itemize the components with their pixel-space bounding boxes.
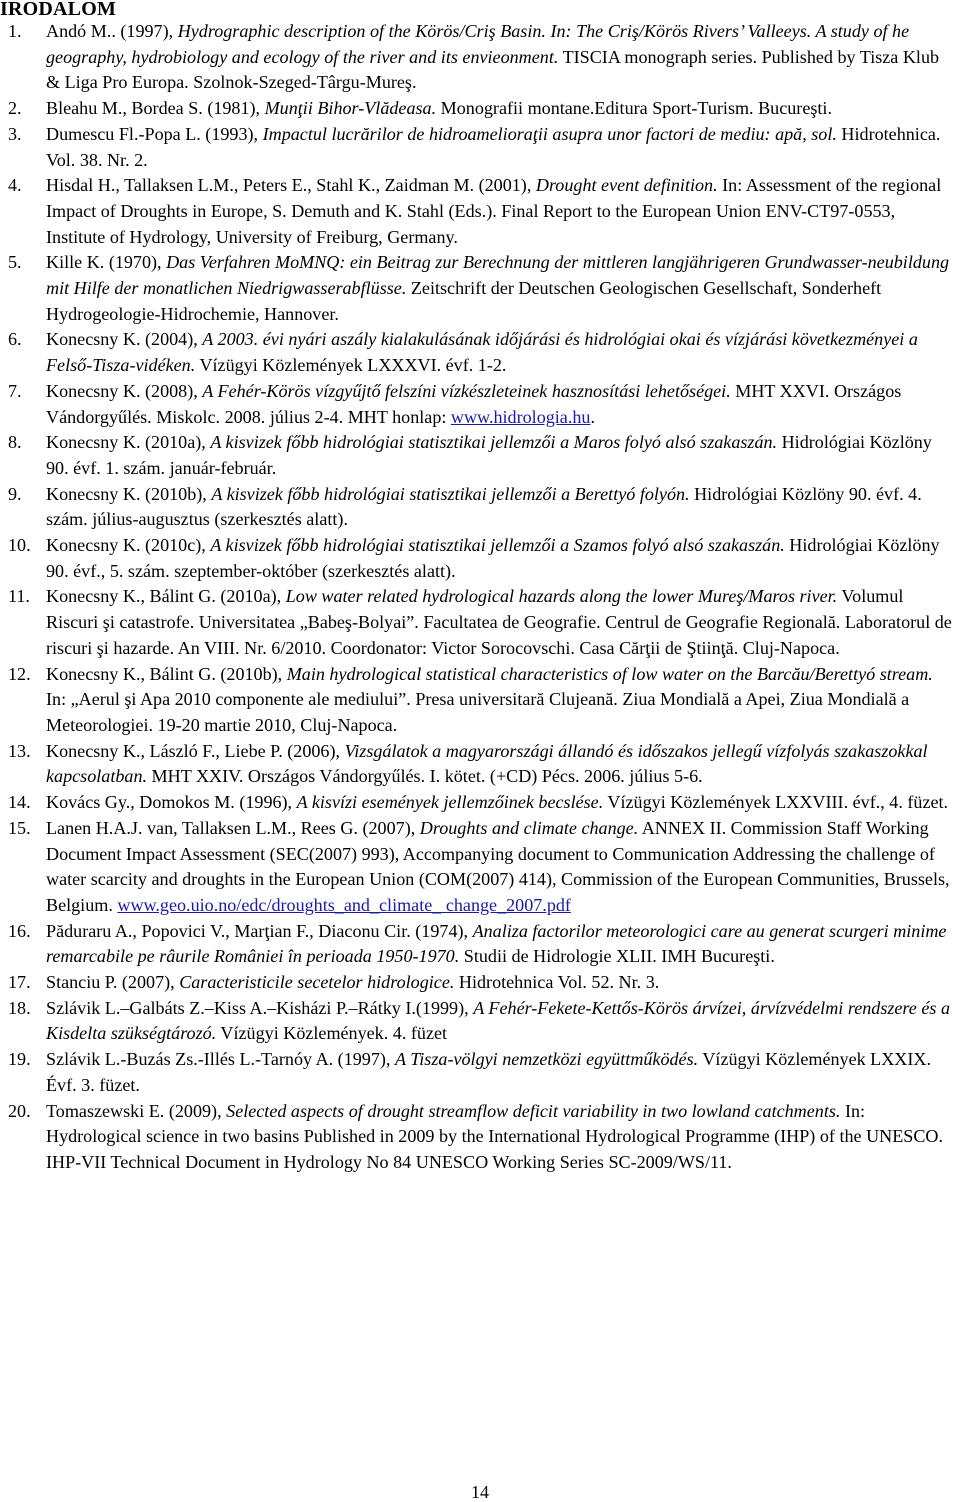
reference-number: 17. bbox=[8, 972, 31, 993]
reference-segment: Konecsny K. (2010a), bbox=[46, 432, 211, 453]
reference-title: Hydrographic description of the Körös/Criş Basin. In: The Criş/Körös Rivers’ Valleeys. A study of he geography, hydrobiology and ecology of the river and its envieonment. bbox=[46, 21, 910, 67]
reference-title: A Fehér-Fekete-Kettős-Körös árvízei, árvízvédelmi rendszere és a Kisdelta szükségtározó. bbox=[46, 997, 951, 1044]
reference-text bbox=[46, 792, 948, 812]
reference-text bbox=[46, 98, 832, 118]
reference-title: Drought event definition. bbox=[535, 175, 718, 196]
reference-segment: Dumescu Fl.-Popa L. (1993), bbox=[46, 123, 263, 144]
reference-text bbox=[46, 432, 932, 478]
reference-text bbox=[46, 484, 922, 530]
reference-title: Das Verfahren MoMNQ: ein Beitrag zur Berechnung der mittleren langjährigeren Grundwasser-neubildung mit Hilfe der monatlichen Niedrigwasserabflüsse. bbox=[46, 252, 950, 299]
reference-title: Main hydrological statistical characteristics of low water on the Barcău/Berettyó stream. bbox=[286, 663, 933, 684]
reference-segment: Stanciu P. (2007), bbox=[46, 972, 180, 993]
reference-title: Droughts and climate change. bbox=[419, 817, 639, 838]
reference-text bbox=[46, 175, 941, 246]
reference-title: A kisvizek főbb hidrológiai statisztikai jellemzői a Maros folyó alsó szakaszán. bbox=[210, 432, 778, 453]
reference-item bbox=[0, 584, 960, 661]
reference-title: A Fehér-Körös vízgyűjtő felszíni vízkészleteinek hasznosítási lehetőségei. bbox=[202, 380, 731, 401]
reference-text bbox=[46, 381, 901, 427]
reference-segment: In: Assessment of the regional Impact of Droughts in Europe, S. Demuth and K. Stahl (Eds.). Final Report to the European Union ENV-CT97-0553, Institute of Hydrology, University of Freiburg, Germany. bbox=[46, 175, 942, 247]
reference-link[interactable]: www.geo.uio.no/edc/droughts_and_climate_ change_2007.pdf bbox=[117, 894, 571, 915]
reference-number: 2. bbox=[8, 98, 22, 119]
reference-text bbox=[46, 329, 918, 375]
reference-segment: . bbox=[590, 406, 595, 427]
reference-item bbox=[0, 327, 960, 378]
reference-item bbox=[0, 1047, 960, 1098]
reference-segment: Hidrológiai Közlöny 90. évf., 5. szám. szeptember-október (szerkesztés alatt). bbox=[46, 535, 940, 581]
reference-title: A Tisza-völgyi nemzetközi együttműködés. bbox=[394, 1049, 699, 1070]
reference-number: 8. bbox=[8, 432, 22, 453]
reference-number: 9. bbox=[8, 483, 22, 504]
reference-list bbox=[0, 19, 960, 1176]
reference-segment: In: Hydrological science in two basins Published in 2009 by the International Hydrological Programme (IHP) of the UNESCO. IHP-VII Technical Document in Hydrology No 84 UNESCO Working Series SC-2009/WS/11. bbox=[46, 1100, 943, 1172]
reference-title: A kisvizek főbb hidrológiai statisztikai jellemzői a Berettyó folyón. bbox=[211, 483, 690, 504]
reference-number: 14. bbox=[8, 792, 31, 813]
reference-segment: TISCIA monograph series. Published by Tisza Klub & Liga Pro Europa. Szolnok-Szeged-Târgu-Mureş. bbox=[46, 46, 940, 93]
reference-segment: Volumul Riscuri şi catastrofe. Universitatea „Babeş-Bolyai”. Facultatea de Geografie. Centrul de Geografie Regională. Laboratorul de riscuri şi hazarde. An VIII. Nr. 6/2010. Coordonator: Victor Sorocovschi. Casa Cărţii de Ştiinţă. Cluj-Napoca. bbox=[46, 586, 952, 658]
reference-number: 7. bbox=[8, 380, 22, 401]
reference-number: 18. bbox=[8, 997, 31, 1018]
reference-item bbox=[0, 430, 960, 481]
reference-number: 15. bbox=[8, 817, 31, 838]
reference-number: 13. bbox=[8, 740, 31, 761]
reference-text bbox=[46, 921, 946, 967]
reference-segment: Konecsny K. (2010b), bbox=[46, 483, 212, 504]
reference-text bbox=[46, 664, 933, 735]
reference-segment: MHT XXVI. Országos Vándorgyűlés. Miskolc. 2008. július 2-4. MHT honlap: bbox=[46, 380, 902, 427]
reference-title: Caracteristicile secetelor hidrologice. bbox=[179, 972, 455, 993]
reference-segment: Hisdal H., Tallaksen L.M., Peters E., Stahl K., Zaidman M. (2001), bbox=[46, 175, 536, 196]
reference-segment: MHT XXIV. Országos Vándorgyűlés. I. kötet. (+CD) Pécs. 2006. július 5-6. bbox=[147, 766, 703, 787]
reference-title: Vizsgálatok a magyarországi állandó és időszakos jellegű vízfolyás szakaszokkal kapcsolatban. bbox=[46, 740, 928, 787]
reference-number: 3. bbox=[8, 123, 22, 144]
reference-title: A kisvízi események jellemzőinek becslése. bbox=[296, 792, 604, 813]
reference-title: Selected aspects of drought streamflow deficit variability in two lowland catchments. bbox=[226, 1100, 841, 1121]
reference-item bbox=[0, 662, 960, 739]
reference-segment: Zeitschrift der Deutschen Geologischen Gesellschaft, Sonderheft Hydrogeologie-Hidrochemie, Hannover. bbox=[46, 278, 882, 324]
reference-segment: Konecsny K. (2004), bbox=[46, 329, 203, 350]
reference-title: A 2003. évi nyári aszály kialakulásának időjárási és hidrológiai okai és vízjárási következményei a Felső-Tisza-vidéken. bbox=[46, 329, 918, 376]
reference-item bbox=[0, 919, 960, 970]
reference-text bbox=[46, 21, 939, 92]
reference-segment: Hidrológiai Közlöny 90. évf. 4. szám. július-augusztus (szerkesztés alatt). bbox=[46, 483, 922, 530]
reference-text bbox=[46, 252, 949, 323]
reference-link[interactable]: www.hidrologia.hu bbox=[450, 406, 591, 427]
reference-title: Munţii Bihor-Vlădeasa. bbox=[264, 98, 437, 119]
reference-item bbox=[0, 816, 960, 919]
reference-item bbox=[0, 533, 960, 584]
reference-segment: Konecsny K., Bálint G. (2010b), bbox=[46, 663, 287, 684]
reference-segment: Konecsny K., Bálint G. (2010a), bbox=[46, 586, 286, 607]
reference-title: Impactul lucrărilor de hidroamelioraţii asupra unor factori de mediu: apă, sol. bbox=[262, 123, 837, 144]
reference-segment: Kovács Gy., Domokos M. (1996), bbox=[46, 792, 297, 813]
reference-number: 19. bbox=[8, 1049, 31, 1070]
reference-segment: ANNEX II. Commission Staff Working Document Impact Assessment (SEC(2007) 993), Accompanying document to Communication Addressing the challenge of water scarcity and droughts in the European Union (COM(2007) 414), Commission of the European Communities, Brussels, Belgium. bbox=[46, 817, 950, 915]
reference-segment: Kille K. (1970), bbox=[46, 252, 167, 273]
reference-segment: Bleahu M., Bordea S. (1981), bbox=[46, 98, 265, 119]
reference-item bbox=[0, 379, 960, 430]
reference-text bbox=[46, 1101, 943, 1172]
reference-number: 6. bbox=[8, 329, 22, 350]
reference-segment: Vízügyi Közlemények LXXXVI. évf. 1-2. bbox=[195, 355, 507, 376]
reference-segment: Lanen H.A.J. van, Tallaksen L.M., Rees G. (2007), bbox=[46, 817, 420, 838]
reference-segment: Szlávik L.–Galbáts Z.–Kiss A.–Kisházi P.–Rátky I.(1999), bbox=[46, 997, 474, 1018]
reference-number: 16. bbox=[8, 920, 31, 941]
reference-text bbox=[46, 1049, 931, 1095]
reference-title: A kisvizek főbb hidrológiai statisztikai jellemzői a Szamos folyó alsó szakaszán. bbox=[210, 535, 785, 556]
reference-segment: Tomaszewski E. (2009), bbox=[46, 1100, 227, 1121]
reference-text bbox=[46, 586, 952, 657]
reference-text bbox=[46, 535, 940, 581]
reference-item bbox=[0, 739, 960, 790]
reference-item bbox=[0, 122, 960, 173]
reference-segment: Hidrotehnica Vol. 52. Nr. 3. bbox=[454, 972, 660, 993]
reference-segment: Vízügyi Közlemények LXXIX. Évf. 3. füzet. bbox=[46, 1049, 931, 1095]
reference-item bbox=[0, 96, 960, 122]
reference-number: 4. bbox=[8, 175, 22, 196]
reference-segment: Konecsny K. (2008), bbox=[46, 380, 203, 401]
reference-item bbox=[0, 970, 960, 996]
reference-number: 5. bbox=[8, 252, 22, 273]
page-heading: IRODALOM bbox=[0, 0, 117, 20]
reference-number: 12. bbox=[8, 663, 31, 684]
reference-segment: Vízügyi Közlemények. 4. füzet bbox=[216, 1023, 448, 1044]
reference-segment: Szlávik L.-Buzás Zs.-Illés L.-Tarnóy A. (1997), bbox=[46, 1049, 395, 1070]
reference-number: 11. bbox=[8, 586, 30, 607]
reference-item bbox=[0, 1099, 960, 1176]
reference-number: 20. bbox=[8, 1100, 31, 1121]
reference-segment: Vízügyi Közlemények LXXVIII. évf., 4. füzet. bbox=[603, 792, 949, 813]
reference-title: Analiza factorilor meteorologici care au generat scurgeri minime remarcabile pe râurile României în perioada 1950-1970. bbox=[46, 920, 947, 967]
page-number: 14 bbox=[471, 1482, 489, 1502]
reference-text bbox=[46, 972, 659, 992]
reference-segment: Hidrotehnica. Vol. 38. Nr. 2. bbox=[46, 123, 941, 170]
reference-segment: Konecsny K., László F., Liebe P. (2006), bbox=[46, 740, 345, 761]
reference-segment: Monografii montane.Editura Sport-Turism. Bucureşti. bbox=[436, 98, 832, 119]
reference-segment: Andó M.. (1997), bbox=[46, 21, 178, 41]
reference-segment: Păduraru A., Popovici V., Marţian F., Diaconu Cir. (1974), bbox=[46, 920, 473, 941]
reference-number: 1. bbox=[8, 21, 22, 41]
reference-item bbox=[0, 996, 960, 1047]
reference-item bbox=[0, 482, 960, 533]
reference-segment: Konecsny K. (2010c), bbox=[46, 535, 211, 556]
reference-text bbox=[46, 124, 940, 170]
reference-text bbox=[46, 998, 950, 1044]
reference-item bbox=[0, 173, 960, 250]
reference-item bbox=[0, 19, 960, 96]
reference-text bbox=[46, 818, 950, 915]
reference-item bbox=[0, 790, 960, 816]
reference-title: Low water related hydrological hazards along the lower Mureş/Maros river. bbox=[285, 586, 838, 607]
reference-number: 10. bbox=[8, 535, 31, 556]
reference-segment: In: „Aerul şi Apa 2010 componente ale mediului”. Presa universitară Clujeană. Ziua Mondială a Apei, Ziua Mondială a Meteorologiei. 19-20 martie 2010, Cluj-Napoca. bbox=[46, 689, 910, 735]
reference-segment: Hidrológiai Közlöny 90. évf. 1. szám. január-február. bbox=[46, 432, 932, 478]
reference-segment: Studii de Hidrologie XLII. IMH Bucureşti. bbox=[459, 946, 775, 967]
reference-text bbox=[46, 741, 928, 787]
reference-item bbox=[0, 250, 960, 327]
